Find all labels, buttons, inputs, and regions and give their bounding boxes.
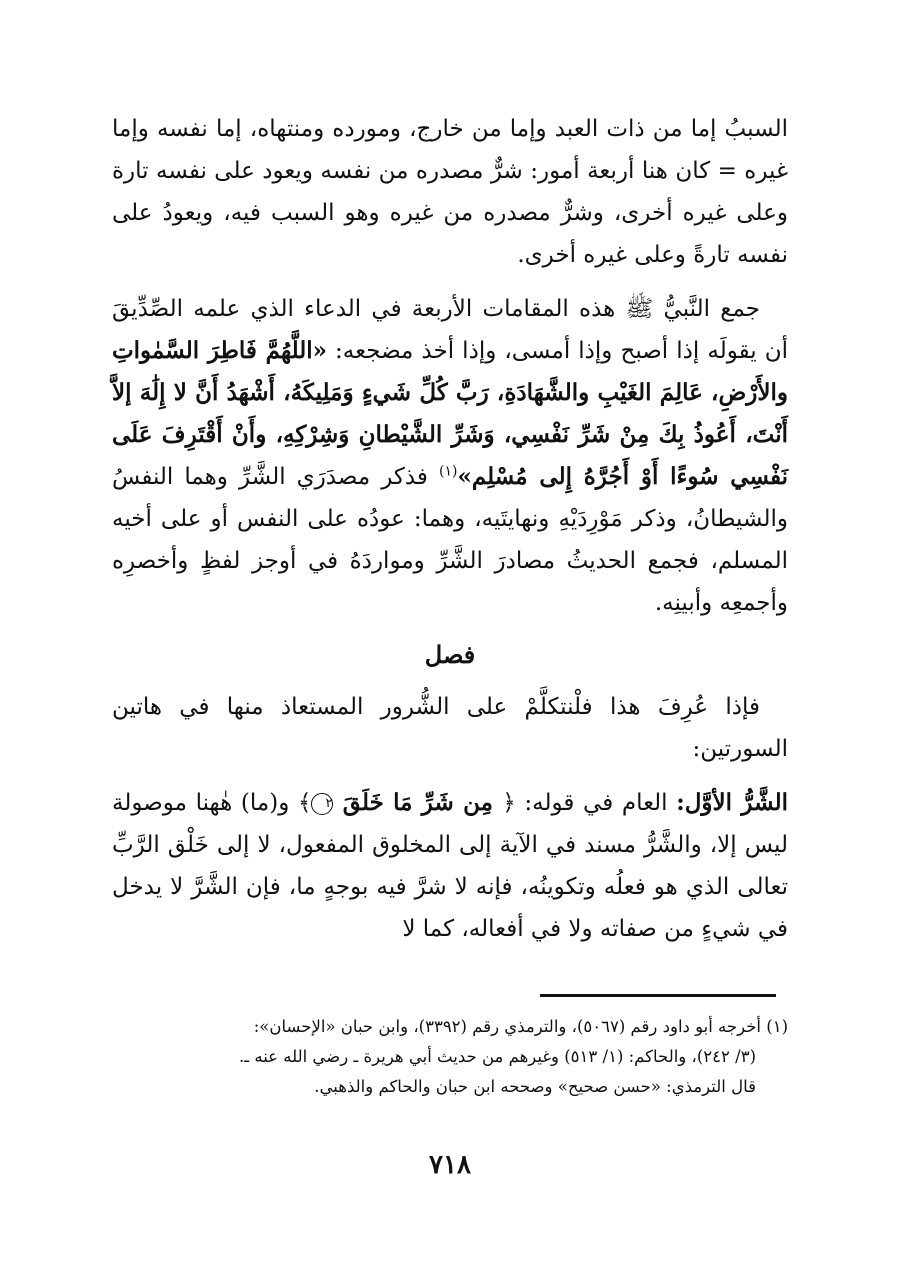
paragraph-4-part-b: و(ما) هٰهنا موصولة ليس إلا، والشَّرُّ مسند في الآية إلى المخلوق المفعول، لا إلى خَلْق الرَّبِّ تعالى الذي هو فعلُه وتكوينُه، فإنه لا شرَّ فيه بوجهٍ ما، فإن الشَّرَّ لا يدخل في شيءٍ من صفاته ولا في أفعاله، كما لا bbox=[112, 790, 788, 942]
footnote-line-2: (٣/ ٢٤٢)، والحاكم: (١/ ٥١٣) وغيرهم من حديث أبي هريرة ـ رضي الله عنه ـ. bbox=[239, 1047, 756, 1066]
quran-verse: مِن شَرِّ مَا خَلَقَ bbox=[333, 789, 503, 816]
footnote-line-3: قال الترمذي: «حسن صحيح» وصححه ابن حبان والحاكم والذهبي. bbox=[314, 1077, 756, 1096]
verse-number-marker: ٢ bbox=[311, 793, 333, 815]
paragraph-2 bbox=[112, 288, 788, 624]
page-body bbox=[112, 108, 788, 950]
paragraph-2-rest: فذكر مصدَرَي الشَّرِّ وهما النفسُ والشيطانُ، وذكر مَوْرِدَيْهِ ونهايتَيه، وهما: عودُه على النفس أو على أخيه المسلم، فجمع الحديثُ مصادرَ الشَّرِّ ومواردَهُ في أوجز لفظٍ وأخصرِه وأجمعِه وأبينِه. bbox=[112, 464, 788, 616]
footnote-separator bbox=[540, 994, 776, 997]
page-number: ٧١٨ bbox=[429, 1150, 471, 1180]
paragraph-1: السببُ إما من ذات العبد وإما من خارج، ومورده ومنتهاه، إما نفسه وإما غيره = كان هنا أربعة أمور: شرٌّ مصدره من نفسه ويعود على نفسه تارة وعلى غيره أخرى، وشرٌّ مصدره من غيره وهو السبب فيه، ويعودُ على نفسه تارةً وعلى غيره أخرى. bbox=[112, 116, 788, 268]
footnotes bbox=[112, 1012, 788, 1102]
quran-close-bracket: ﴾ bbox=[297, 790, 312, 816]
paragraph-2-intro: جمع النَّبيُّ ﷺ هذه المقامات الأربعة في الدعاء الذي علمه الصِّدِّيقَ أن يقولَه إذا أصبح وإذا أمسى، وإذا أخذ مضجعه: bbox=[112, 296, 788, 364]
first-evil-label: الشَّرُّ الأوَّل: bbox=[676, 789, 788, 816]
dua-text: «اللَّهُمَّ فَاطِرَ السَّمٰواتِ والأَرْضِ، عَالِمَ الغَيْبِ والشَّهَادَةِ، رَبَّ كُلِّ شَيءٍ وَمَلِيكَهُ، أَشْهَدُ أَنَّ لا إِلَٰهَ إلاَّ أَنْتَ، أَعُوذُ بِكَ مِنْ شَرِّ نَفْسِي، وَشَرِّ الشَّيْطانِ وَشِرْكِهِ، وأَنْ أَقْتَرِفَ عَلَى نَفْسِي سُوءًا أَوْ أَجُرَّهُ إِلى مُسْلِم» bbox=[112, 337, 789, 490]
quran-open-bracket: ﴿ bbox=[502, 790, 516, 816]
paragraph-4-part-a: العام في قوله: bbox=[515, 790, 677, 816]
footnote-ref: (١) bbox=[439, 463, 458, 480]
footnote-line-1: (١) أخرجه أبو داود رقم (٥٠٦٧)، والترمذي رقم (٣٣٩٢)، وابن حبان «الإحسان»: bbox=[253, 1017, 788, 1036]
paragraph-4 bbox=[112, 782, 788, 950]
paragraph-3: فإذا عُرِفَ هذا فلْنتكلَّمْ على الشُّرور المستعاذ منها في هاتين السورتين: bbox=[112, 694, 788, 762]
section-heading: فصل bbox=[424, 640, 476, 669]
